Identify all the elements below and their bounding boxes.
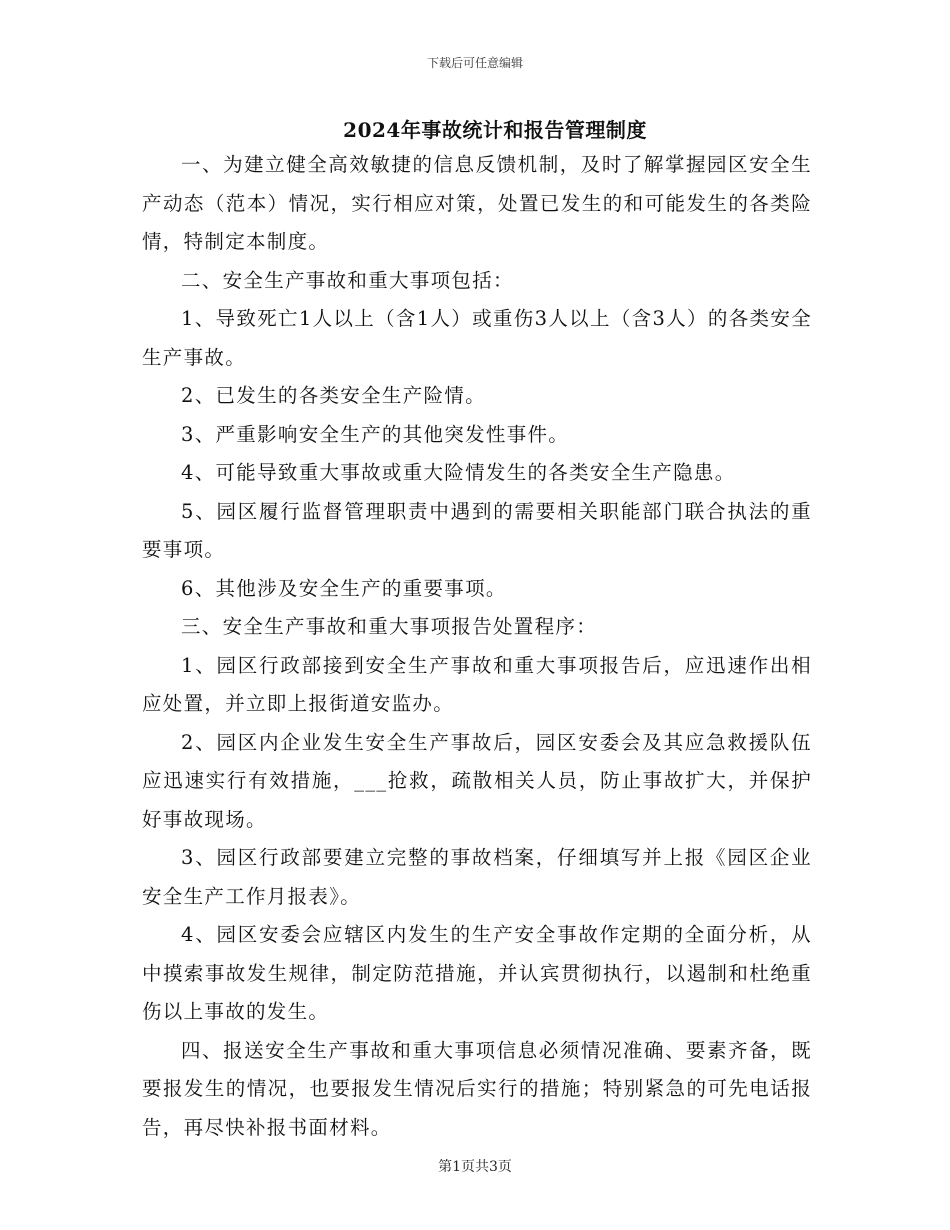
paragraph: 2、园区内企业发生安全生产事故后，园区安委会及其应急救援队伍应迅速实行有效措施，___抢救，疏散相关人员，防止事故扩大，并保护好事故现场。 bbox=[142, 730, 812, 831]
document-title: 2024年事故统计和报告管理制度 bbox=[343, 118, 647, 142]
paragraph: 三、安全生产事故和重大事项报告处置程序： bbox=[181, 615, 598, 638]
paragraph: 4、园区安委会应辖区内发生的生产安全事故作定期的全面分析，从中摸索事故发生规律，制定防范措施，并认宾贯彻执行，以遏制和杜绝重伤以上事故的发生。 bbox=[142, 923, 812, 1023]
paragraph: 二、安全生产事故和重大事项包括： bbox=[181, 268, 514, 292]
paragraph: 6、其他涉及安全生产的重要事项。 bbox=[181, 576, 507, 600]
paragraph: 4、可能导致重大事故或重大险情发生的各类安全生产隐患。 bbox=[181, 461, 736, 484]
paragraph: 3、园区行政部要建立完整的事故档案，仔细填写并上报《园区企业安全生产工作月报表》。 bbox=[142, 846, 812, 908]
paragraph: 2、已发生的各类安全生产险情。 bbox=[181, 384, 486, 407]
document-body bbox=[142, 146, 812, 1147]
page-number: 第1页共3页 bbox=[438, 1159, 512, 1175]
paragraph: 1、园区行政部接到安全生产事故和重大事项报告后，应迅速作出相应处置，并立即上报街道安监办。 bbox=[142, 653, 812, 715]
paragraph: 3、严重影响安全生产的其他突发性事件。 bbox=[181, 422, 570, 446]
paragraph: 一、为建立健全高效敏捷的信息反馈机制，及时了解掌握园区安全生产动态（范本）情况，实行相应对策，处置已发生的和可能发生的各类险情，特制定本制度。 bbox=[142, 153, 812, 253]
paragraph: 1、导致死亡1人以上（含1人）或重伤3人以上（含3人）的各类安全生产事故。 bbox=[142, 307, 812, 369]
paragraph: 5、园区履行监督管理职责中遇到的需要相关职能部门联合执法的重要事项。 bbox=[142, 499, 812, 561]
header-note: 下载后可任意编辑 bbox=[426, 56, 523, 70]
paragraph: 四、报送安全生产事故和重大事项信息必须情况准确、要素齐备，既要报发生的情况，也要报发生情况后实行的措施；特别紧急的可先电话报告，再尽快补报书面材料。 bbox=[142, 1038, 812, 1139]
